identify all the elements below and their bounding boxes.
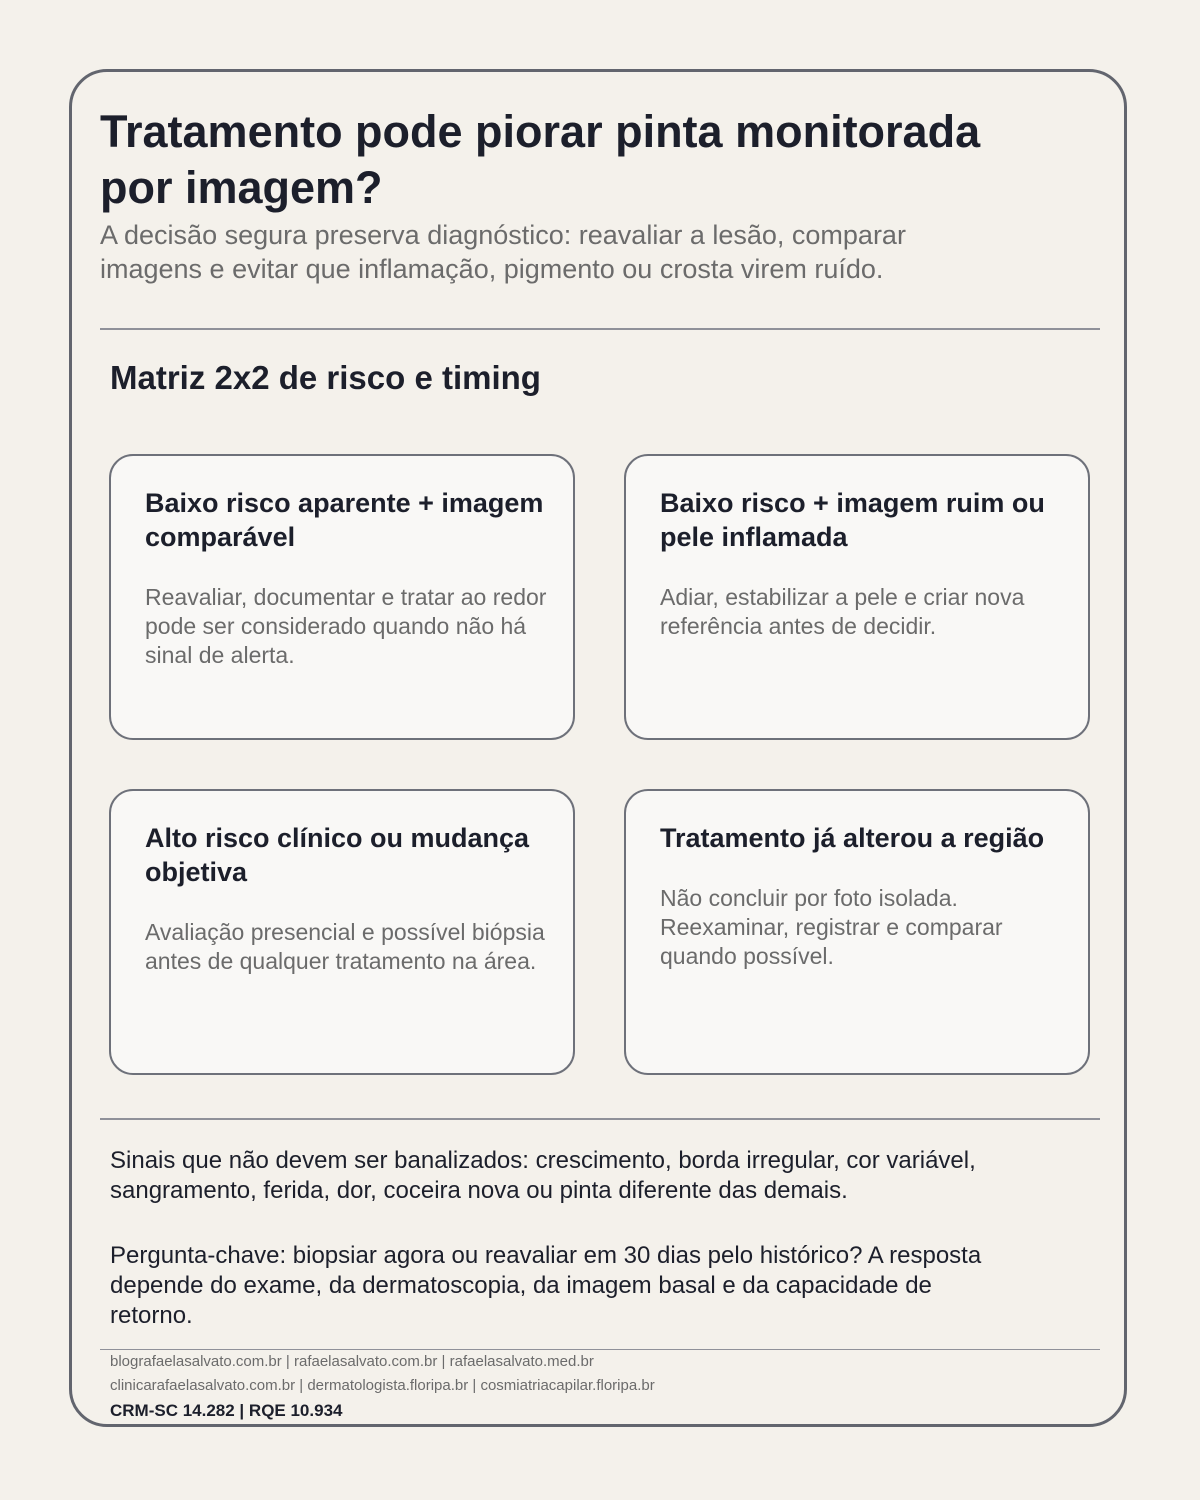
matrix-cell-high-risk	[109, 789, 575, 1075]
page-subtitle: A decisão segura preserva diagnóstico: reavaliar a lesão, comparar imagens e evitar que inflamação, pigmento ou crosta virem ruído.	[100, 220, 906, 284]
key-question-text: Pergunta-chave: biopsiar agora ou reavaliar em 30 dias pelo histórico? A resposta depende do exame, da dermatoscopia, da imagem basal e da capacidade de retorno.	[110, 1242, 982, 1329]
page-title: Tratamento pode piorar pinta monitorada por imagem?	[100, 106, 981, 213]
divider-top	[100, 328, 1100, 330]
divider-middle	[100, 1118, 1100, 1120]
matrix-cell-title: Baixo risco aparente + imagem comparável	[145, 488, 544, 552]
matrix-title: Matriz 2x2 de risco e timing	[110, 359, 541, 396]
footer-credentials: CRM-SC 14.282 | RQE 10.934	[110, 1401, 343, 1420]
warning-signs-text: Sinais que não devem ser banalizados: crescimento, borda irregular, cor variável, sangramento, ferida, dor, coceira nova ou pinta diferente das demais.	[110, 1147, 976, 1204]
matrix-cell-title: Tratamento já alterou a região	[660, 823, 1045, 853]
matrix-cell-treatment-altered	[624, 789, 1090, 1075]
footer-sites-line-1: blografaelasalvato.com.br | rafaelasalvato.com.br | rafaelasalvato.med.br	[110, 1353, 594, 1370]
matrix-cell-text: Avaliação presencial e possível biópsia antes de qualquer tratamento na área.	[145, 919, 545, 974]
matrix-cell-text: Adiar, estabilizar a pele e criar nova referência antes de decidir.	[660, 584, 1025, 639]
matrix-cell-title: Baixo risco + imagem ruim ou pele inflamada	[660, 488, 1045, 552]
matrix-cell-title: Alto risco clínico ou mudança objetiva	[145, 823, 530, 887]
divider-footer	[100, 1349, 1100, 1350]
matrix-cell-text: Reavaliar, documentar e tratar ao redor pode ser considerado quando não há sinal de alerta.	[145, 584, 547, 668]
matrix-cell-low-risk-bad-image	[624, 454, 1090, 740]
matrix-cell-text: Não concluir por foto isolada. Reexaminar, registrar e comparar quando possível.	[660, 885, 1003, 969]
matrix-cell-low-risk-comparable	[109, 454, 575, 740]
footer-sites-line-2: clinicarafaelasalvato.com.br | dermatologista.floripa.br | cosmiatriacapilar.floripa.br	[110, 1377, 655, 1394]
